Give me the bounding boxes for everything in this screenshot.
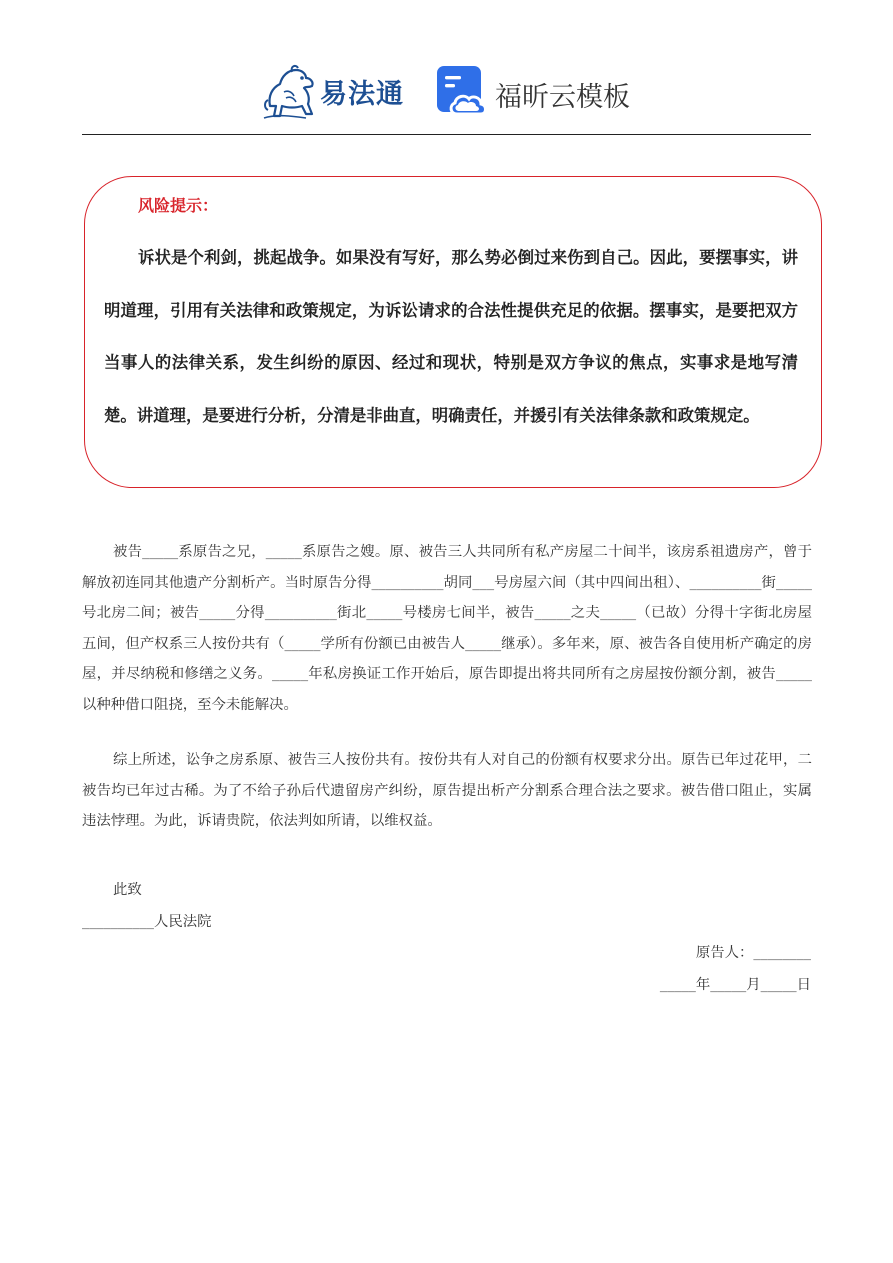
risk-title: 风险提示： <box>138 196 219 215</box>
fuxin-logo <box>435 64 635 120</box>
page-header <box>0 60 893 122</box>
body-paragraph-1: 被告_____系原告之兄，_____系原告之嫂。原、被告三人共同所有私产房屋二十间半，该房系祖遗房产，曾于解放初连同其他遗产分割析产。当时原告分得__________胡同___号房屋六间（其中四间出租）、__________街_____号北房二间；被告_____分得__________街北_____号楼房七间半，被告_____之夫_____（已故）分得十字街北房屋五间，但产权系三人按份共有（_____学所有份额已由被告人_____继承）。多年来，原、被告各自使用析产确定的房屋，并尽纳税和修缮之义务。_____年私房换证工作开始后，原告即提出将共同所有之房屋按份额分割，被告_____以种种借口阻挠，至今未能解决。 <box>82 544 812 713</box>
body-paragraph-2: 综上所述，讼争之房系原、被告三人按份共有。按份共有人对自己的份额有权要求分出。原告已年过花甲，二被告均已年过古稀。为了不给子孙后代遗留房产纠纷，原告提出析产分割系合理合法之要求。被告借口阻止，实属违法悖理。为此，诉请贵院，依法判如所请，以维权益。 <box>82 752 812 829</box>
header-divider <box>82 134 811 135</box>
yifatong-logo <box>262 60 412 122</box>
salutation: 此致 <box>113 882 142 898</box>
plaintiff-signature: 原告人：________ <box>695 945 811 961</box>
logo-right-text: 福昕云模板 <box>495 82 630 113</box>
logo-left-text: 易法通 <box>320 79 404 110</box>
qilin-logo-icon <box>262 62 322 120</box>
risk-text: 诉状是个利剑，挑起战争。如果没有写好，那么势必倒过来伤到自己。因此，要摆事实，讲明道理，引用有关法律和政策规定，为诉讼请求的合法性提供充足的依据。摆事实，是要把双方当事人的法律关系，发生纠纷的原因、经过和现状，特别是双方争议的焦点，实事求是地写清楚。讲道理，是要进行分析，分清是非曲直，明确责任，并援引有关法律条款和政策规定。 <box>104 248 798 425</box>
court-name: __________人民法院 <box>82 914 212 930</box>
signing-date: _____年_____月_____日 <box>659 977 811 993</box>
document-cloud-icon <box>435 64 489 118</box>
